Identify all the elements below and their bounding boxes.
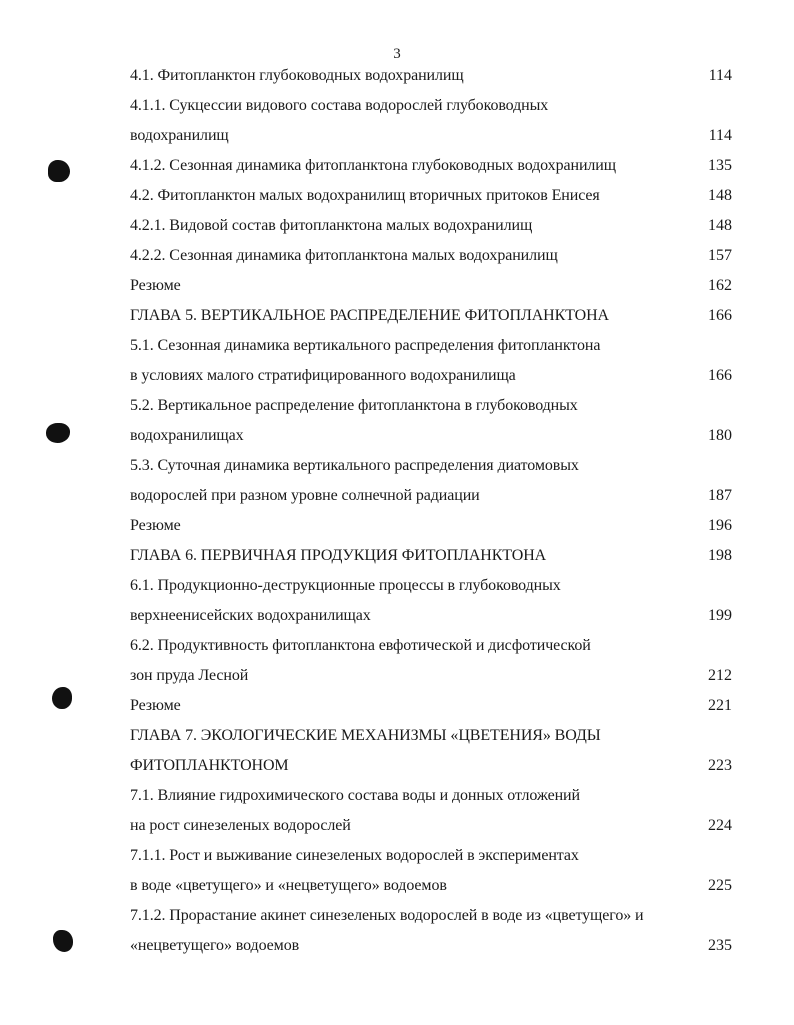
toc-page-number: 148 bbox=[708, 217, 732, 234]
toc-entry-text: Резюме bbox=[130, 277, 181, 294]
toc-page-number: 157 bbox=[708, 247, 732, 264]
toc-entry-text: в условиях малого стратифицированного водохранилища bbox=[130, 367, 516, 384]
toc-page-number: 166 bbox=[708, 307, 732, 324]
toc-entry-text: 5.3. Суточная динамика вертикального распределения диатомовых bbox=[130, 457, 579, 474]
toc-entry-text: 4.1.2. Сезонная динамика фитопланктона глубоководных водохранилищ bbox=[130, 157, 616, 174]
toc-page-number: 221 bbox=[708, 697, 732, 714]
toc-entry-text: Резюме bbox=[130, 517, 181, 534]
toc-entry-text: 5.2. Вертикальное распределение фитопланктона в глубоководных bbox=[130, 397, 578, 414]
toc-page-number: 198 bbox=[708, 547, 732, 564]
toc-entry-text: ФИТОПЛАНКТОНОМ bbox=[130, 757, 289, 774]
page-number: 3 bbox=[393, 46, 401, 62]
toc-page-number: 187 bbox=[708, 487, 732, 504]
toc-page-number: 148 bbox=[708, 187, 732, 204]
toc-page-number: 166 bbox=[708, 367, 732, 384]
toc-page-number: 162 bbox=[708, 277, 732, 294]
toc-entry-text: 7.1. Влияние гидрохимического состава воды и донных отложений bbox=[130, 787, 580, 804]
punch-hole-mark bbox=[52, 687, 72, 709]
punch-hole-mark bbox=[48, 160, 70, 182]
toc-entry-text: 4.1. Фитопланктон глубоководных водохранилищ bbox=[130, 67, 464, 84]
toc-page-number: 180 bbox=[708, 427, 732, 444]
toc-entry-text: «нецветущего» водоемов bbox=[130, 937, 300, 954]
toc-entry-text: верхнеенисейских водохранилищах bbox=[130, 607, 371, 624]
toc-entry-text: 5.1. Сезонная динамика вертикального распределения фитопланктона bbox=[130, 337, 601, 354]
toc-entry-text: 7.1.2. Прорастание акинет синезеленых водорослей в воде из «цветущего» и bbox=[130, 907, 644, 924]
toc-entry-text: водохранилищах bbox=[130, 427, 244, 444]
toc-page-number: 199 bbox=[708, 607, 732, 624]
toc-entry-text: Резюме bbox=[130, 697, 181, 714]
toc-entry-text: ГЛАВА 6. ПЕРВИЧНАЯ ПРОДУКЦИЯ ФИТОПЛАНКТОНА bbox=[130, 547, 547, 564]
toc-page-number: 135 bbox=[708, 157, 732, 174]
toc-page-number: 224 bbox=[708, 817, 732, 834]
toc-page-number: 223 bbox=[708, 757, 732, 774]
toc-page-number: 212 bbox=[708, 667, 732, 684]
toc-entry-text: 7.1.1. Рост и выживание синезеленых водорослей в экспериментах bbox=[130, 847, 579, 864]
toc-entry-text: 4.2.1. Видовой состав фитопланктона малых водохранилищ bbox=[130, 217, 533, 234]
toc-entry-text: зон пруда Лесной bbox=[130, 667, 249, 684]
toc-page-number: 196 bbox=[708, 517, 732, 534]
toc-entry-text: 4.2. Фитопланктон малых водохранилищ вторичных притоков Енисея bbox=[130, 187, 600, 204]
toc-entry-text: водорослей при разном уровне солнечной радиации bbox=[130, 487, 480, 504]
toc-entry-text: 6.2. Продуктивность фитопланктона евфотической и дисфотической bbox=[130, 637, 591, 654]
toc-page-number: 235 bbox=[708, 937, 732, 954]
toc-page-number: 114 bbox=[708, 127, 732, 144]
toc-entry-text: 4.1.1. Сукцессии видового состава водорослей глубоководных bbox=[130, 97, 549, 114]
toc-entry-text: ГЛАВА 7. ЭКОЛОГИЧЕСКИЕ МЕХАНИЗМЫ «ЦВЕТЕНИЯ» ВОДЫ bbox=[130, 727, 601, 744]
toc-entry-text: 4.2.2. Сезонная динамика фитопланктона малых водохранилищ bbox=[130, 247, 558, 264]
toc-entry-text: в воде «цветущего» и «нецветущего» водоемов bbox=[130, 877, 447, 894]
punch-hole-mark bbox=[53, 930, 73, 952]
toc-entry-text: на рост синезеленых водорослей bbox=[130, 817, 351, 834]
punch-hole-mark bbox=[46, 423, 70, 443]
toc-entry-text: ГЛАВА 5. ВЕРТИКАЛЬНОЕ РАСПРЕДЕЛЕНИЕ ФИТОПЛАНКТОНА bbox=[130, 307, 610, 324]
toc-page-number: 225 bbox=[708, 877, 732, 894]
toc-page-number: 114 bbox=[708, 67, 732, 84]
toc-entry-text: 6.1. Продукционно-деструкционные процессы в глубоководных bbox=[130, 577, 561, 594]
toc-entry-text: водохранилищ bbox=[130, 127, 229, 144]
